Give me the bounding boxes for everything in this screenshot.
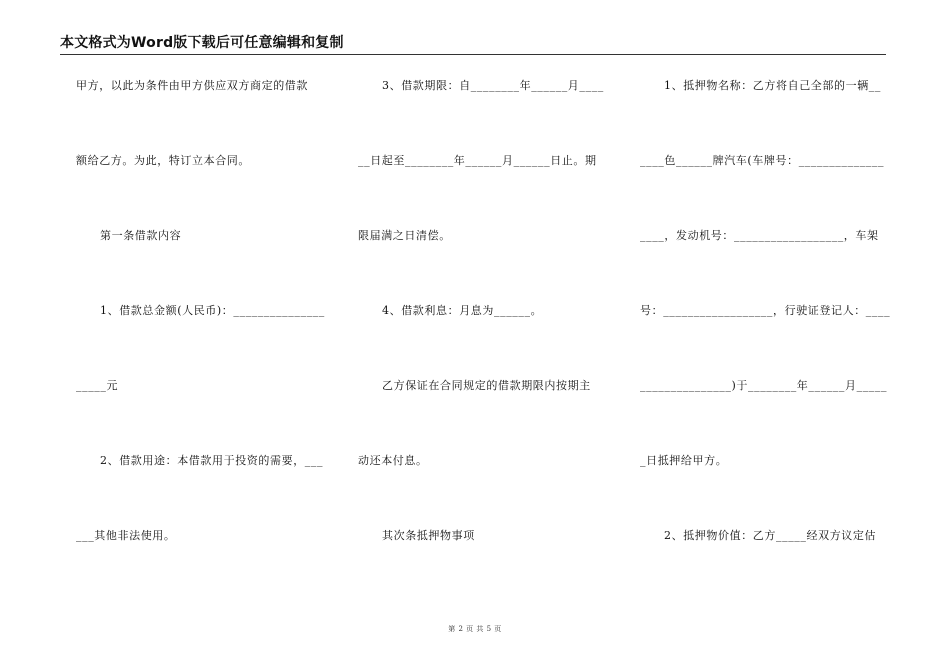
- text-line: 1、借款总金额(人民币)：_______________: [100, 304, 325, 317]
- text-line: 2、抵押物价值：乙方_____经双方议定估: [664, 529, 877, 542]
- text-line: 号：__________________，行驶证登记人：____: [640, 304, 891, 317]
- text-line: 1、抵押物名称：乙方将自己全部的一辆__: [664, 79, 881, 92]
- text-line: ____，发动机号：__________________，车架: [640, 229, 879, 242]
- header-title: 本文格式为Word版下载后可任意编辑和复制: [60, 35, 344, 51]
- text-line: ___其他非法使用。: [76, 529, 176, 542]
- text-line: _______________)于________年______月_____: [640, 379, 888, 392]
- page-number: 第 2 页 共 5 页: [448, 625, 502, 633]
- text-line: 动还本付息。: [358, 454, 428, 467]
- text-line: _____元: [76, 379, 119, 392]
- text-line: 2、借款用途：本借款用于投资的需要，___: [100, 454, 324, 467]
- text-line: 4、借款利息：月息为______。: [382, 304, 543, 317]
- text-line: ____色______牌汽车(车牌号：______________: [640, 154, 885, 167]
- text-line: 甲方，以此为条件由甲方供应双方商定的借款: [76, 79, 308, 92]
- text-column-1: [76, 0, 331, 672]
- text-line: 额给乙方。为此，特订立本合同。: [76, 154, 250, 167]
- text-line: 3、借款期限：自________年______月____: [382, 79, 604, 92]
- text-column-2: [358, 0, 608, 672]
- text-column-3: [640, 0, 890, 672]
- section-heading: 其次条抵押物事项: [382, 529, 475, 542]
- text-line: 乙方保证在合同规定的借款期限内按期主: [382, 379, 591, 392]
- text-line: __日起至________年______月______日止。期: [358, 154, 597, 167]
- text-line: 限届满之日清偿。: [358, 229, 451, 242]
- text-line: _日抵押给甲方。: [640, 454, 728, 467]
- section-heading: 第一条借款内容: [100, 229, 182, 242]
